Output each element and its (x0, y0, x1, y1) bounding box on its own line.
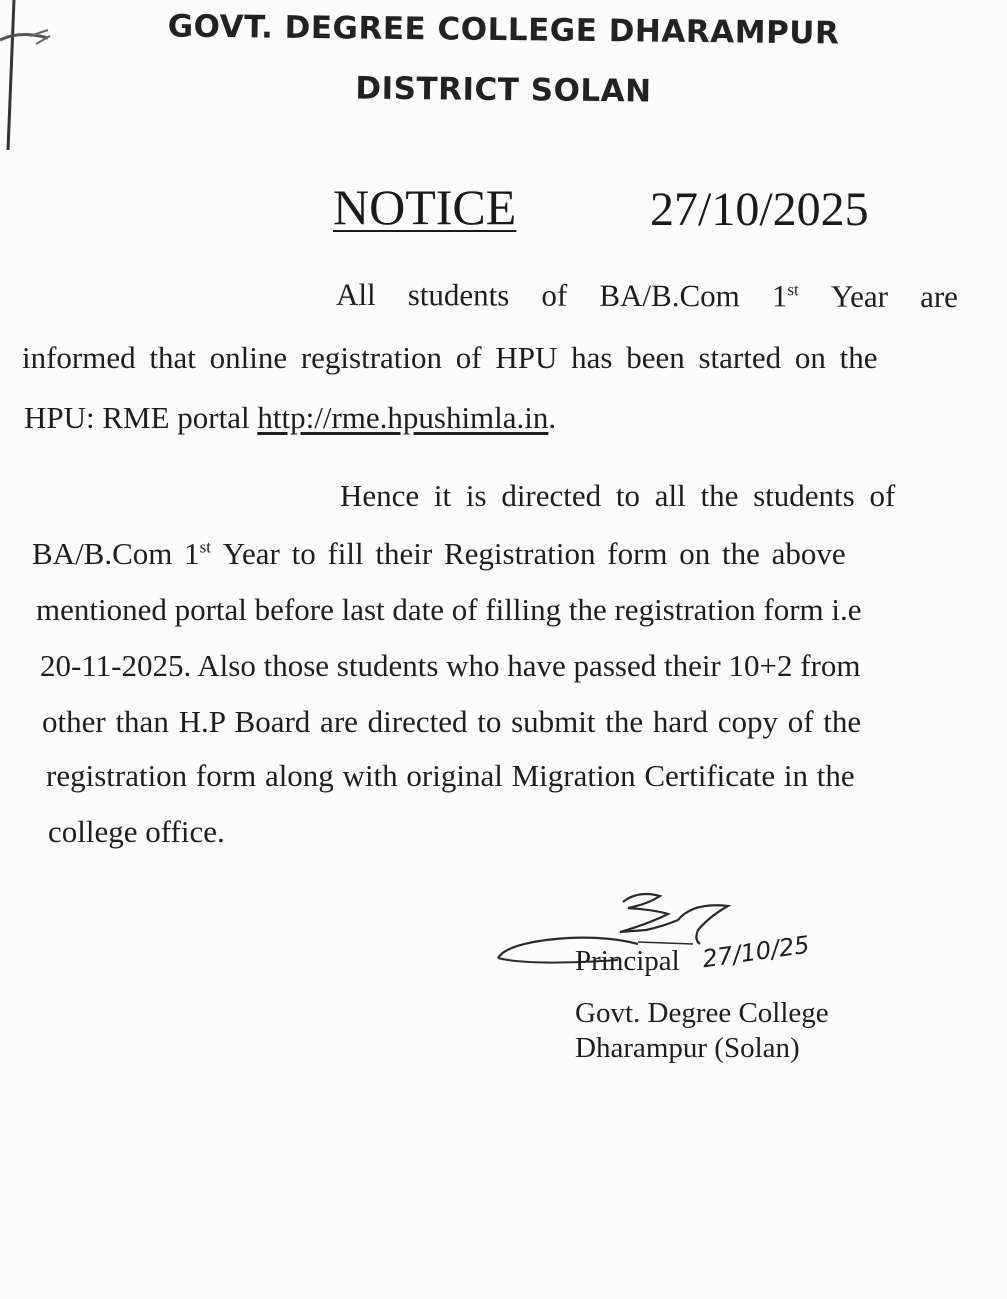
notice-date: 27/10/2025 (650, 183, 869, 236)
district-heading: DISTRICT SOLAN (355, 70, 652, 110)
paragraph-2-line-4: 20-11-2025. Also those students who have passed their 10+2 from (40, 648, 861, 683)
principal-designation: Principal (575, 945, 680, 977)
college-name-heading: GOVT. DEGREE COLLEGE DHARAMPUR (167, 8, 840, 52)
portal-link[interactable]: http://rme.hpushimla.in (257, 400, 549, 435)
signature-date-handwritten: 27/10/25 (700, 930, 812, 974)
signatory-college: Govt. Degree College (575, 997, 829, 1029)
paragraph-2-line-5: other than H.P Board are directed to submit the hard copy of the (42, 704, 862, 739)
signatory-location: Dharampur (Solan) (575, 1032, 800, 1064)
paragraph-2-line-1: Hence it is directed to all the students of (340, 478, 896, 513)
paragraph-1-line-3: HPU: RME portal http://rme.hpushimla.in . (24, 400, 557, 435)
paragraph-2-line-6: registration form along with original Migration Certificate in the (46, 758, 855, 793)
paragraph-2-line-3: mentioned portal before last date of filling the registration form i.e (36, 592, 862, 627)
paragraph-1-line-2: informed that online registration of HPU has been started on the (22, 340, 878, 375)
paragraph-1-line-1: All students of BA/B.Com 1st Year are (335, 276, 959, 315)
paragraph-2-line-7: college office. (48, 814, 225, 849)
notice-title: NOTICE (333, 179, 517, 235)
paragraph-2-line-2: BA/B.Com 1st Year to fill their Registration form on the above (32, 536, 846, 571)
